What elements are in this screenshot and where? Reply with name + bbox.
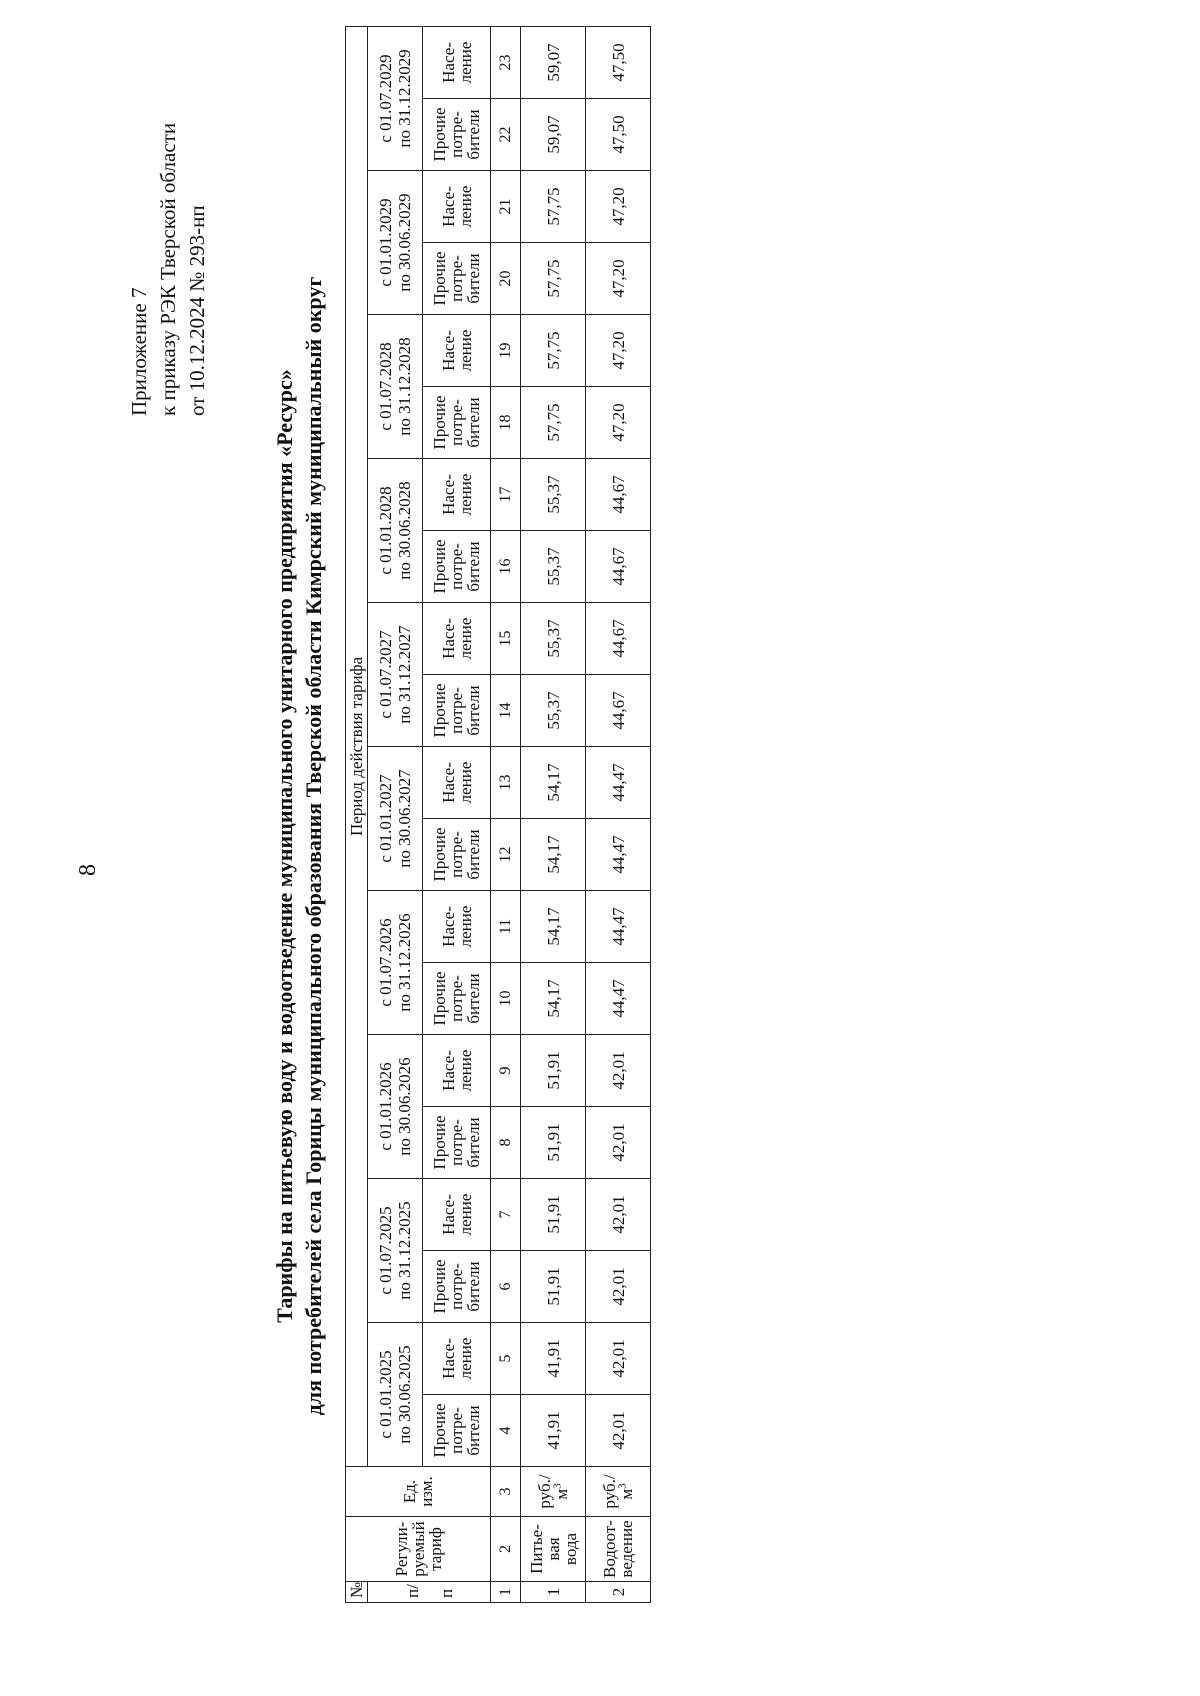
row-unit-cell: руб./ $м^3$ [521,1467,586,1517]
column-number-cell: 10 [491,963,521,1035]
subheader-population: Насе- ление [423,1323,491,1395]
tariff-value-cell: 47,20 [586,171,651,243]
header-row-sub [423,26,491,1602]
period-header-cell: с 01.07.2025 по 31.12.2025 [368,1179,423,1323]
subheader-population: Насе- ление [423,459,491,531]
period-header-cell: с 01.07.2028 по 31.12.2028 [368,315,423,459]
title-line: Тарифы на питьевую воду и водоотведение муниципального унитарного предприятия «Ресурс» [272,369,297,1323]
subheader-other-consumers: Прочие потре- бители [423,1395,491,1467]
appendix-line: Приложение 7 [127,287,151,416]
tariff-value-cell: 42,01 [586,1251,651,1323]
header-row-1 [346,26,368,1602]
period-header-cell: с 01.07.2027 по 31.12.2027 [368,603,423,747]
column-number-cell: 4 [491,1395,521,1467]
period-header-cell: с 01.07.2029 по 31.12.2029 [368,26,423,170]
header-no-cell-cont: п/ п [368,1582,491,1603]
column-number-cell: 12 [491,819,521,891]
tariff-value-cell: 54,17 [521,819,586,891]
subheader-population: Насе- ление [423,26,491,98]
column-number-cell: 7 [491,1179,521,1251]
tariff-value-cell: 47,20 [586,315,651,387]
tariff-table [345,26,651,1603]
subheader-population: Насе- ление [423,1179,491,1251]
tariff-value-cell: 51,91 [521,1179,586,1251]
column-number-cell: 21 [491,171,521,243]
tariff-value-cell: 44,67 [586,459,651,531]
tariff-value-cell: 42,01 [586,1395,651,1467]
header-no-cell: № [346,1582,368,1603]
column-number-cell: 6 [491,1251,521,1323]
row-tariff-cell: Питье- вая вода [521,1517,586,1582]
row-number-cell: 2 [586,1582,651,1603]
header-period-cell: Период действия тарифа [346,26,368,1466]
subheader-other-consumers: Прочие потре- бители [423,819,491,891]
subheader-population: Насе- ление [423,1035,491,1107]
tariff-value-cell: 41,91 [521,1395,586,1467]
column-number-cell: 9 [491,1035,521,1107]
tariff-value-cell: 57,75 [521,315,586,387]
tariff-value-cell: 57,75 [521,387,586,459]
column-number-cell: 18 [491,387,521,459]
tariff-value-cell: 54,17 [521,747,586,819]
subheader-other-consumers: Прочие потре- бители [423,243,491,315]
header-row-periods [368,26,423,1602]
tariff-value-cell: 47,20 [586,243,651,315]
tariff-value-cell: 44,47 [586,963,651,1035]
tariff-value-cell: 44,47 [586,891,651,963]
tariff-value-cell: 57,75 [521,171,586,243]
tariff-value-cell: 42,01 [586,1107,651,1179]
period-header-cell: с 01.01.2025 по 30.06.2025 [368,1323,423,1467]
tariff-value-cell: 44,47 [586,747,651,819]
subheader-other-consumers: Прочие потре- бители [423,963,491,1035]
header-tariff-cell: Регули- руемый тариф [346,1517,491,1582]
column-number-cell: 1 [491,1582,521,1603]
document-title [270,156,328,1536]
tariff-value-cell: 51,91 [521,1107,586,1179]
period-header-cell: с 01.01.2026 по 30.06.2026 [368,1035,423,1179]
header-unit-cell: Ед. изм. [346,1467,491,1517]
tariff-value-cell: 55,37 [521,675,586,747]
column-number-cell: 5 [491,1323,521,1395]
tariff-value-cell: 44,67 [586,675,651,747]
period-header-cell: с 01.07.2026 по 31.12.2026 [368,891,423,1035]
tariff-value-cell: 42,01 [586,1323,651,1395]
row-tariff-cell: Водоот- ведение [586,1517,651,1582]
appendix-line: к приказу РЭК Тверской области [156,122,180,416]
title-line: для потребителей села Горицы муниципального образования Тверской области Кимрский муниципальный округ [301,276,326,1416]
subheader-other-consumers: Прочие потре- бители [423,675,491,747]
tariff-value-cell: 47,50 [586,26,651,98]
subheader-population: Насе- ление [423,603,491,675]
tariff-value-cell: 42,01 [586,1035,651,1107]
column-number-cell: 11 [491,891,521,963]
period-header-cell: с 01.01.2027 по 30.06.2027 [368,747,423,891]
subheader-other-consumers: Прочие потре- бители [423,99,491,171]
subheader-population: Насе- ление [423,171,491,243]
row-number-cell: 1 [521,1582,586,1603]
tariff-value-cell: 51,91 [521,1035,586,1107]
subheader-other-consumers: Прочие потре- бители [423,1107,491,1179]
column-number-cell: 23 [491,26,521,98]
column-number-cell: 17 [491,459,521,531]
table-row [521,26,586,1602]
tariff-value-cell: 59,07 [521,26,586,98]
column-number-cell: 19 [491,315,521,387]
tariff-value-cell: 47,20 [586,387,651,459]
subheader-population: Насе- ление [423,891,491,963]
tariff-value-cell: 54,17 [521,963,586,1035]
period-header-cell: с 01.01.2028 по 30.06.2028 [368,459,423,603]
tariff-value-cell: 55,37 [521,459,586,531]
subheader-other-consumers: Прочие потре- бители [423,531,491,603]
tariff-value-cell: 55,37 [521,603,586,675]
column-number-cell: 13 [491,747,521,819]
column-number-cell: 14 [491,675,521,747]
tariff-value-cell: 41,91 [521,1323,586,1395]
column-number-row [491,26,521,1602]
subheader-population: Насе- ление [423,747,491,819]
column-number-cell: 2 [491,1517,521,1582]
subheader-other-consumers: Прочие потре- бители [423,1251,491,1323]
column-number-cell: 15 [491,603,521,675]
column-number-cell: 8 [491,1107,521,1179]
page-number: 8 [75,864,101,876]
appendix-line: от 10.12.2024 № 293-нп [185,205,209,416]
tariff-value-cell: 42,01 [586,1179,651,1251]
column-number-cell: 20 [491,243,521,315]
tariff-value-cell: 47,50 [586,99,651,171]
tariff-value-cell: 44,67 [586,603,651,675]
tariff-value-cell: 57,75 [521,243,586,315]
tariff-value-cell: 44,47 [586,819,651,891]
tariff-value-cell: 55,37 [521,531,586,603]
subheader-other-consumers: Прочие потре- бители [423,387,491,459]
tariff-value-cell: 54,17 [521,891,586,963]
table-row [586,26,651,1602]
tariff-value-cell: 44,67 [586,531,651,603]
column-number-cell: 16 [491,531,521,603]
column-number-cell: 22 [491,99,521,171]
tariff-value-cell: 59,07 [521,99,586,171]
subheader-population: Насе- ление [423,315,491,387]
row-unit-cell: руб./ $м^3$ [586,1467,651,1517]
appendix-block [125,123,212,416]
period-header-cell: с 01.01.2029 по 30.06.2029 [368,171,423,315]
column-number-cell: 3 [491,1467,521,1517]
tariff-value-cell: 51,91 [521,1251,586,1323]
